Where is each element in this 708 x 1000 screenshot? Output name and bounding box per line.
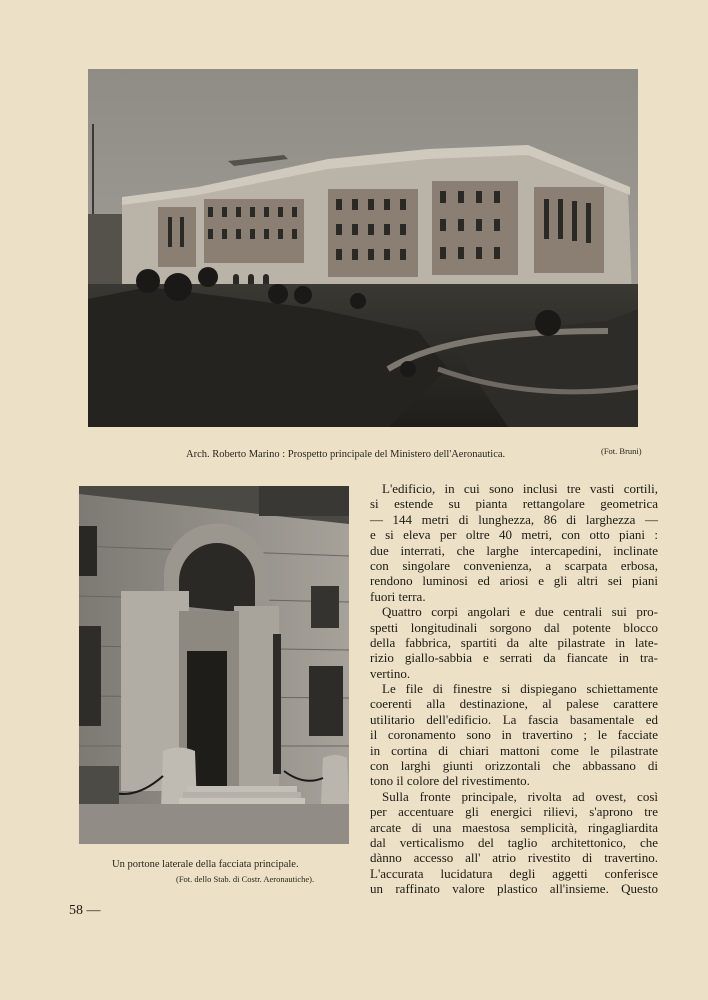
top-photo-credit: (Fot. Bruni) (601, 446, 642, 456)
body-text-line: Sulla fronte principale, rivolta ad ovest, così (382, 788, 658, 804)
body-text-line: il coronamento sono in travertino ; le facciate (370, 727, 658, 743)
body-text-line: Le file di finestre si dispiegano schiettamente (382, 681, 658, 697)
body-text-line: Quattro corpi angolari e due centrali sui pro- (382, 604, 658, 620)
side-photo-credit: (Fot. dello Stab. di Costr. Aeronautiche). (176, 874, 315, 884)
body-text-line: — 144 metri di lunghezza, 86 di larghezza — (370, 511, 658, 527)
article-body (370, 481, 658, 897)
body-text-line: fuori terra. (370, 588, 426, 604)
body-text-line: con singolare convenienza, a scarpata erbosa, (370, 557, 658, 573)
top-photo-caption: Arch. Roberto Marino : Prospetto principale del Ministero dell'Aeronautica. (186, 449, 506, 460)
body-text-line: arcate di una maestosa semplicità, ringagliardita (370, 819, 658, 835)
body-text-line: utilitario dell'edificio. La fascia basamentale ed (370, 711, 658, 727)
body-text-line: rizio giallo-sabbia e serrati da fiancate in tra- (370, 650, 658, 666)
body-text-line: per accentuare gli energici rilievi, s'aprono tre (370, 804, 658, 820)
body-text-line: tono il colore del rivestimento. (370, 773, 530, 789)
body-text-line: della fabbrica, spartiti da alte pilastrate in late- (370, 634, 658, 650)
body-text-line: rendono luminosi ed ariosi e gli altri sei piani (370, 573, 658, 589)
body-text-line: coerenti alla destinazione, al palese carattere (370, 696, 658, 712)
side-photo-caption: Un portone laterale della facciata principale. (112, 859, 299, 870)
body-text-line: vertino. (370, 665, 411, 681)
ministry-building-photo (88, 69, 638, 427)
body-text-line: con larghi giunti orizzontali che abbassano di (370, 758, 658, 774)
body-text-line: dal verticalismo del taglio architettonico, che (370, 834, 658, 850)
lateral-portal-photo (79, 486, 349, 844)
body-text-line: si estende su pianta rettangolare geometrica (370, 496, 658, 512)
body-text-line: un raffinato valore plastico all'insieme. Questo (370, 881, 658, 897)
page-number: 58 — (69, 903, 101, 918)
body-text-line: L'accurata lucidatura degli aggetti conferisce (370, 865, 658, 881)
body-text-line: due interrati, che larghe intercapedini, inclinate (370, 542, 658, 558)
body-text-line: L'edificio, in cui sono inclusi tre vasti cortili, (382, 481, 658, 496)
body-text-line: in cortina di chiari mattoni come le pilastrate (370, 742, 658, 758)
body-text-line: spetti longitudinali sorgono dal potente blocco (370, 619, 658, 635)
body-text-line: dànno accesso all' atrio rivestito di travertino. (370, 850, 658, 866)
body-text-line: e si eleva per oltre 40 metri, con otto piani : (370, 527, 658, 543)
